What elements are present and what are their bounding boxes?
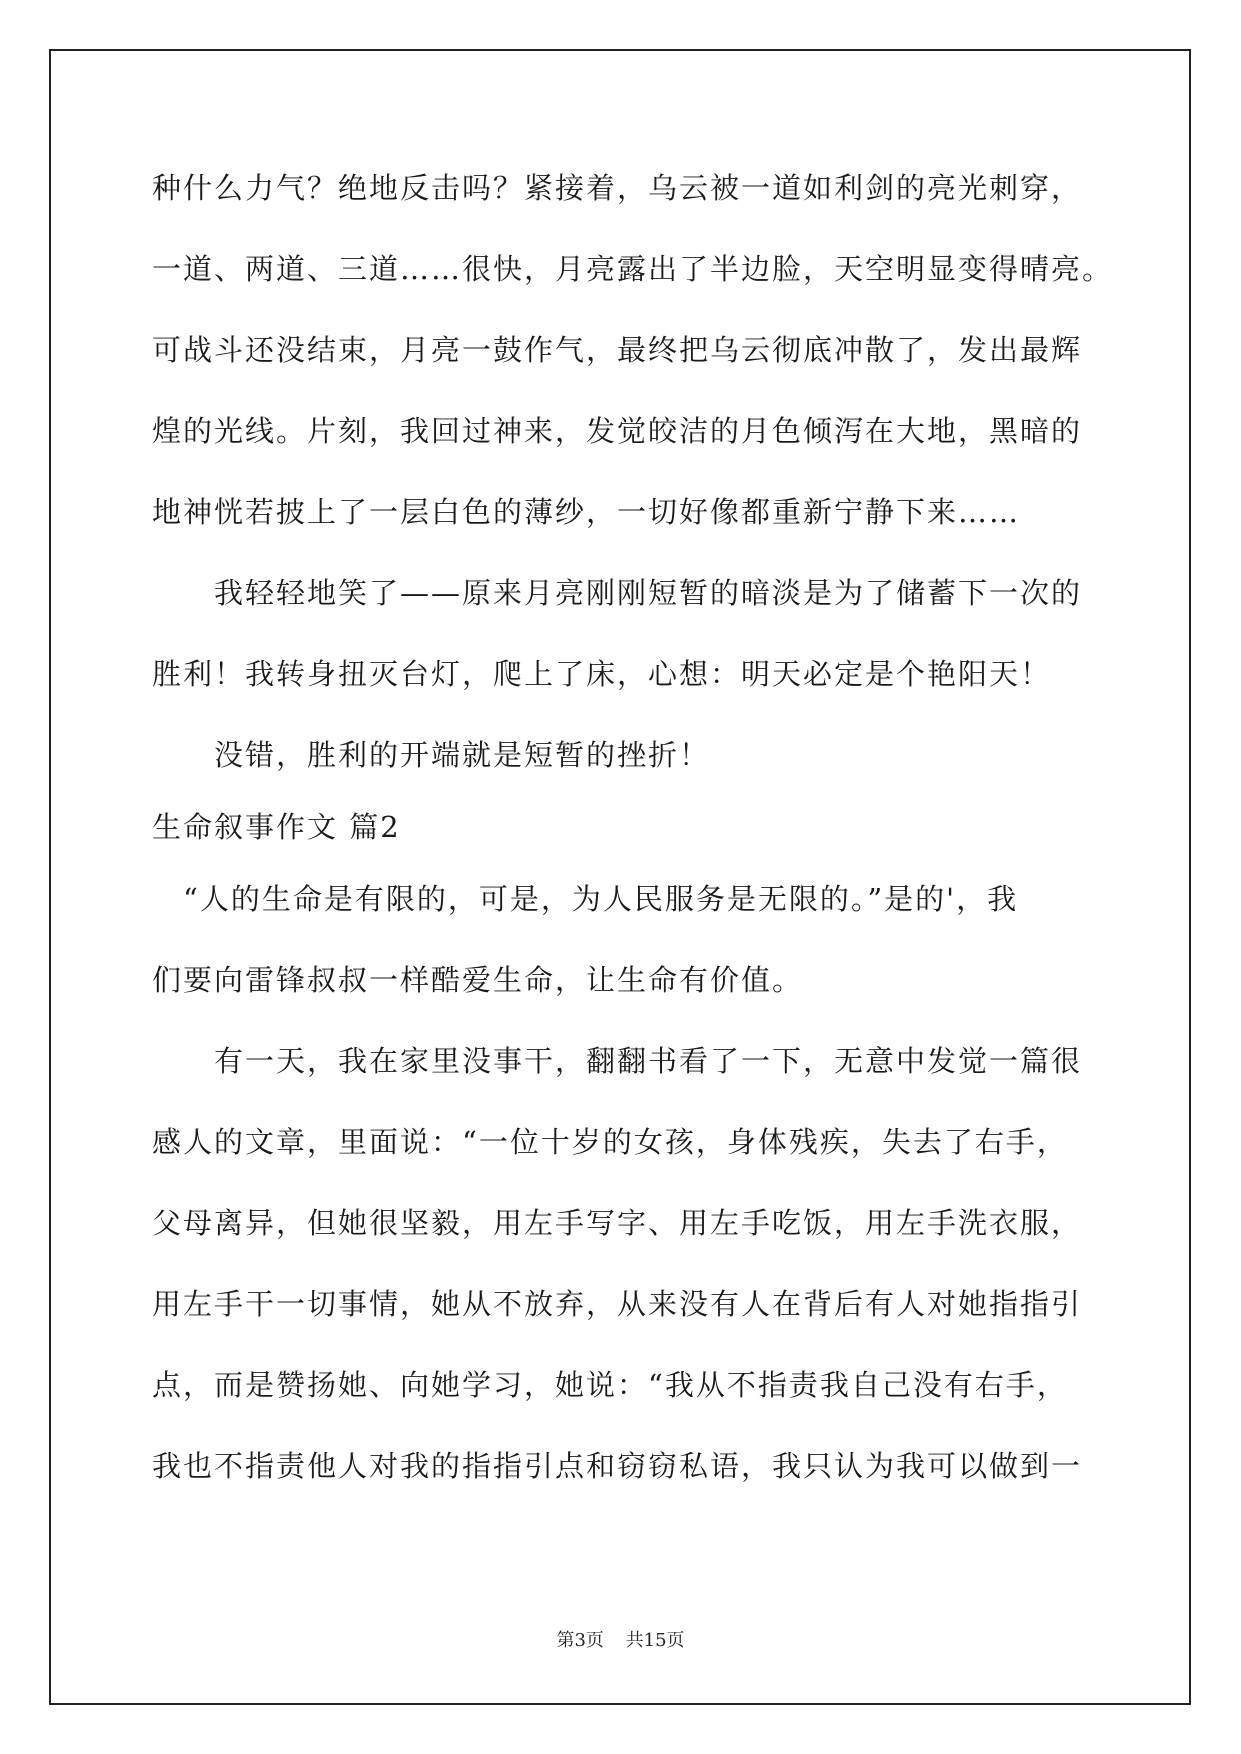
page-number: 第3页 (556, 1630, 604, 1651)
text-line: 煌的光线。片刻，我回过神来，发觉皎洁的月色倾泻在大地，黑暗的 (152, 414, 1083, 448)
text-line: 有一天，我在家里没事干，翻翻书看了一下，无意中发觉一篇很 (152, 1044, 1083, 1078)
text-line: 没错，胜利的开端就是短暂的挫折！ (152, 738, 711, 772)
section-heading: 生命叙事作文 篇2 (152, 810, 401, 844)
text-line: “人的生命是有限的，可是，为人民服务是无限的。”是的'，我 (152, 882, 1019, 916)
text-line: 胜利！我转身扭灭台灯，爬上了床，心想：明天必定是个艳阳天！ (152, 657, 1052, 691)
text-line: 一道、两道、三道……很快，月亮露出了半边脸，天空明显变得晴亮。 (152, 252, 1114, 286)
text-line: 父母离异，但她很坚毅，用左手写字、用左手吃饭，用左手洗衣服， (152, 1206, 1083, 1240)
text-line: 地神恍若披上了一层白色的薄纱，一切好像都重新宁静下来…… (152, 495, 1021, 529)
text-line: 可战斗还没结束，月亮一鼓作气，最终把乌云彻底冲散了，发出最辉 (152, 333, 1083, 367)
text-line: 感人的文章，里面说：“一位十岁的女孩，身体残疾，失去了右手， (152, 1125, 1068, 1159)
text-line: 用左手干一切事情，她从不放弃，从来没有人在背后有人对她指指引 (152, 1287, 1083, 1321)
text-line: 们要向雷锋叔叔一样酷爱生命，让生命有价值。 (152, 963, 804, 997)
document-body (152, 160, 1114, 1519)
text-line: 我轻轻地笑了——原来月亮刚刚短暂的暗淡是为了储蓄下一次的 (152, 576, 1083, 610)
page-total: 共15页 (625, 1630, 685, 1651)
text-line: 种什么力气？绝地反击吗？紧接着，乌云被一道如利剑的亮光刺穿， (152, 171, 1083, 205)
text-line: 点，而是赞扬她、向她学习，她说：“我从不指责我自己没有右手， (152, 1368, 1068, 1402)
page-footer (0, 1626, 1241, 1652)
text-line: 我也不指责他人对我的指指引点和窃窃私语，我只认为我可以做到一 (152, 1449, 1083, 1483)
